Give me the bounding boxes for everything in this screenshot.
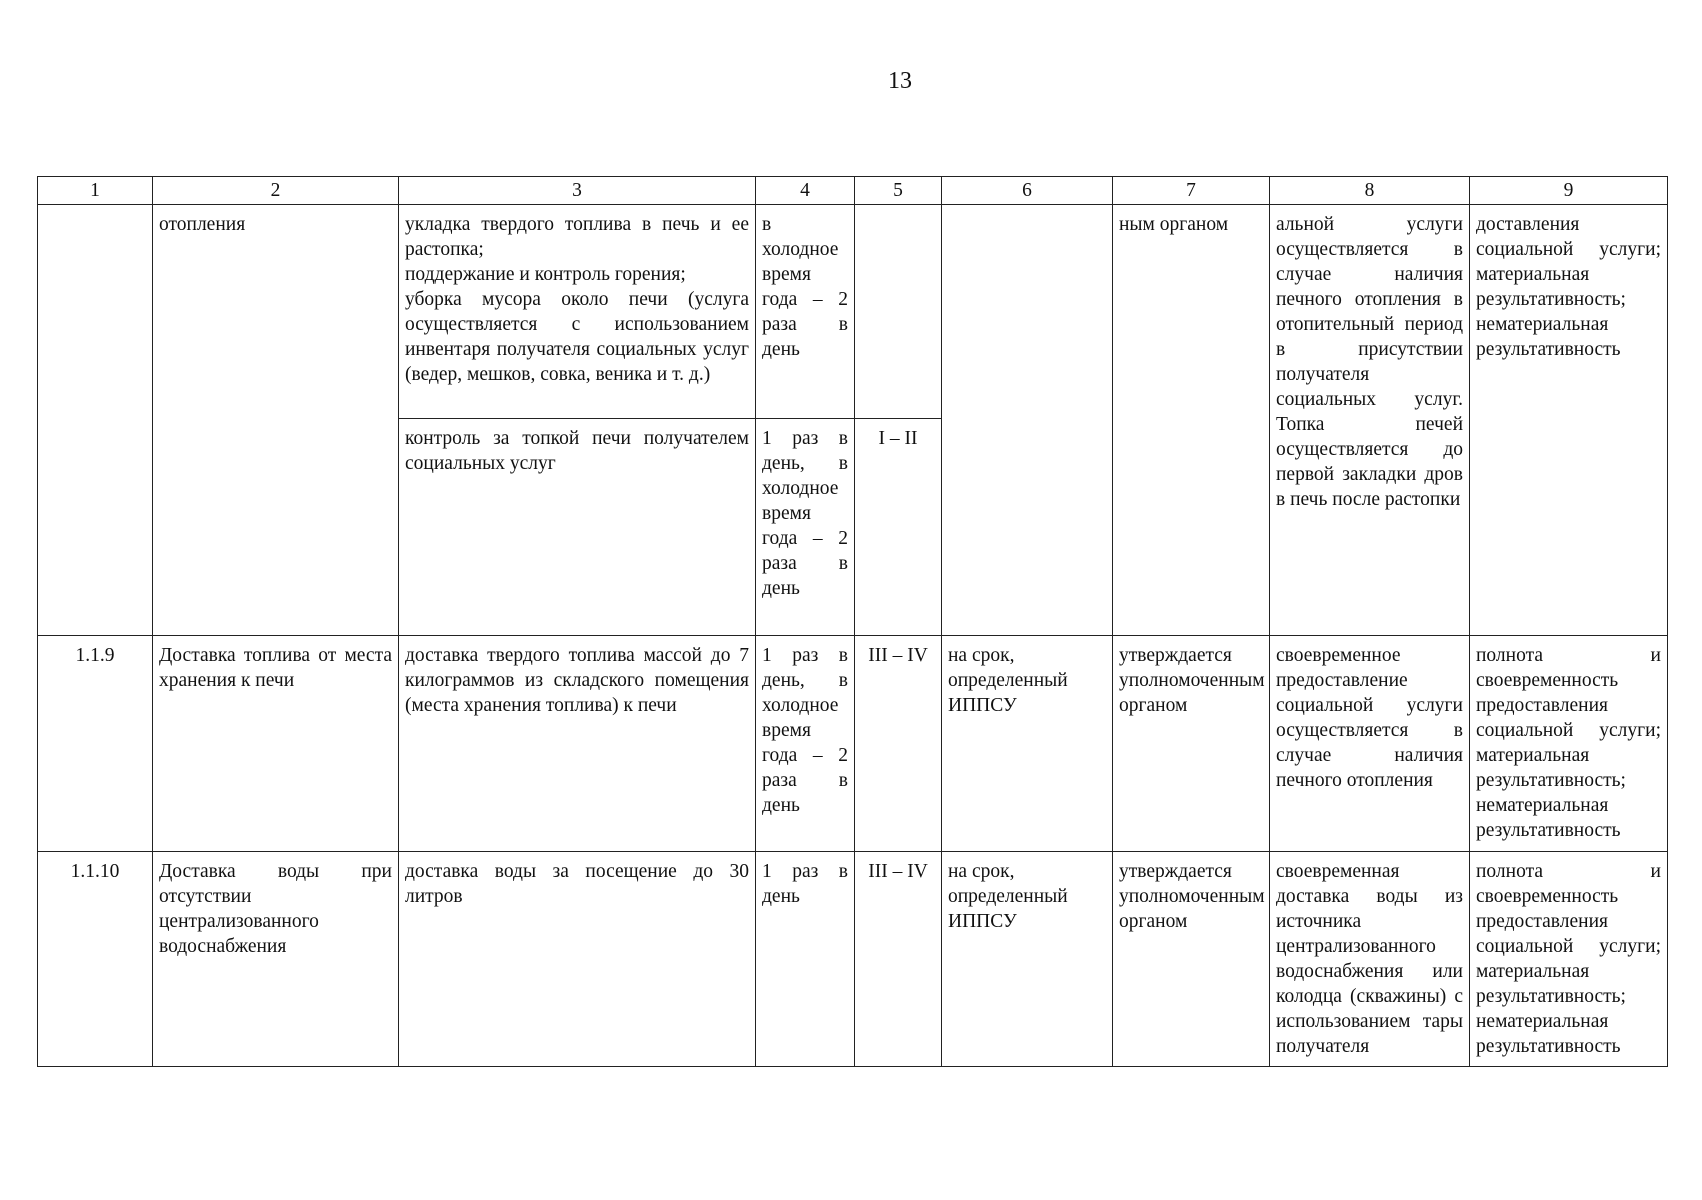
service-cost: утверждается уполномоченным органом [1113,852,1270,1067]
service-name: отопления [153,205,399,636]
service-period: 1 раз в день [756,852,855,1067]
service-name: Доставка воды при отсутствии централизованного водоснабжения [153,852,399,1067]
service-cost: утверждается уполномоченным органом [1113,636,1270,852]
column-number-5: 5 [855,177,942,205]
service-actions: контроль за топкой печи получателем социальных услуг [399,419,756,636]
recipient-categories: III – IV [855,636,942,852]
recipient-categories: III – IV [855,852,942,1067]
service-term: на срок, определенный ИППСУ [942,852,1113,1067]
action-line: укладка твердого топлива в печь и ее растопка; [405,214,749,260]
service-period: 1 раз в день, в холодное время года – 2 раза в день [756,419,855,636]
column-number-4: 4 [756,177,855,205]
recipient-categories: I – II [855,419,942,636]
table-row [38,205,1668,419]
service-number [38,205,153,636]
service-actions: доставка воды за посещение до 30 литров [399,852,756,1067]
service-period: в холодное время года – 2 раза в день [756,205,855,419]
service-actions: доставка твердого топлива массой до 7 килограммов из складского помещения (места хранения топлива) к печи [399,636,756,852]
service-term: на срок, определенный ИППСУ [942,636,1113,852]
service-conditions: своевременное предоставление социальной услуги осуществляется в случае наличия печного отопления [1270,636,1470,852]
service-conditions: своевременная доставка воды из источника централизованного водоснабжения или колодца (скважины) с использованием тары получателя [1270,852,1470,1067]
column-number-2: 2 [153,177,399,205]
service-term [942,205,1113,636]
service-conditions: альной услуги осуществляется в случае наличия печного отопления в отопительный период в присутствии получателя социальных услуг. Топка печей осуществляется до первой закладки дров в печь после растопки [1270,205,1470,636]
table-row [38,636,1668,852]
column-number-3: 3 [399,177,756,205]
column-number-1: 1 [38,177,153,205]
quality-indicators: полнота и своевременность предоставления социальной услуги; материальная результативность; нематериальная результативность [1470,636,1668,852]
column-number-8: 8 [1270,177,1470,205]
column-number-7: 7 [1113,177,1270,205]
service-cost: ным органом [1113,205,1270,636]
recipient-categories [855,205,942,419]
page-number: 13 [888,68,912,94]
quality-indicators: доставления социальной услуги; материальная результативность; нематериальная результативность [1470,205,1668,636]
action-line: поддержание и контроль горения; [405,264,686,285]
column-number-row [38,177,1668,205]
services-table [37,176,1668,1067]
quality-indicators: полнота и своевременность предоставления социальной услуги; материальная результативность; нематериальная результативность [1470,852,1668,1067]
column-number-6: 6 [942,177,1113,205]
column-number-9: 9 [1470,177,1668,205]
service-number: 1.1.9 [38,636,153,852]
action-line: уборка мусора около печи (услуга осуществляется с использованием инвентаря получателя социальных услуг (ведер, мешков, совка, веника и т. д.) [405,289,749,385]
service-name: Доставка топлива от места хранения к печи [153,636,399,852]
service-number: 1.1.10 [38,852,153,1067]
table-row [38,852,1668,1067]
service-actions [399,205,756,419]
service-period: 1 раз в день, в холодное время года – 2 раза в день [756,636,855,852]
